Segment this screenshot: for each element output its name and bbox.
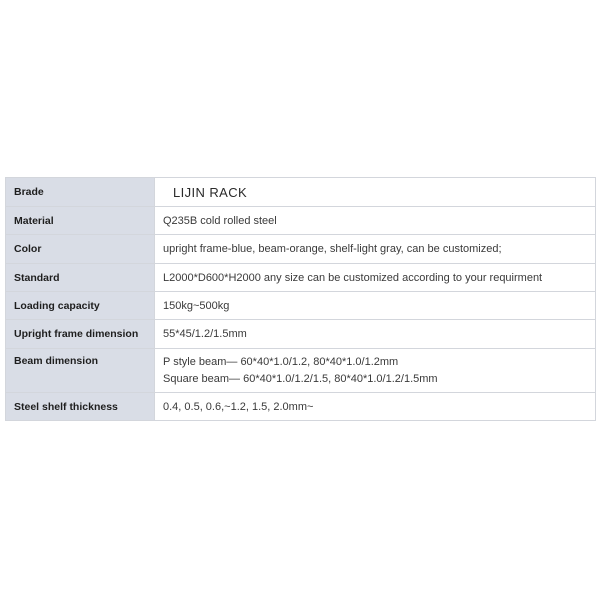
beam-dimension-line-p-style: P style beam— 60*40*1.0/1.2, 80*40*1.0/1.2mm bbox=[163, 355, 399, 368]
row-value-beam-dimension bbox=[155, 349, 596, 393]
row-label-standard: Standard bbox=[6, 264, 155, 292]
specification-table bbox=[5, 177, 596, 421]
row-label-brand: Brade bbox=[6, 178, 155, 207]
row-label-loading-capacity: Loading capacity bbox=[6, 292, 155, 320]
table-row-upright-frame-dimension bbox=[6, 320, 596, 349]
table-row-brand bbox=[6, 178, 596, 207]
row-value-steel-shelf-thickness: 0.4, 0.5, 0.6,~1.2, 1.5, 2.0mm~ bbox=[155, 393, 596, 421]
row-label-material: Material bbox=[6, 207, 155, 235]
table-row-color bbox=[6, 235, 596, 264]
table-row-loading-capacity bbox=[6, 292, 596, 320]
row-value-upright-frame-dimension: 55*45/1.2/1.5mm bbox=[155, 320, 596, 349]
beam-dimension-line-square: Square beam— 60*40*1.0/1.2/1.5, 80*40*1.0/1.2/1.5mm bbox=[163, 372, 438, 385]
row-label-upright-frame-dimension: Upright frame dimension bbox=[6, 320, 155, 349]
table-row-standard bbox=[6, 264, 596, 292]
row-label-color: Color bbox=[6, 235, 155, 264]
table-row-material bbox=[6, 207, 596, 235]
table-row-beam-dimension bbox=[6, 349, 596, 393]
row-label-steel-shelf-thickness: Steel shelf thickness bbox=[6, 393, 155, 421]
row-value-loading-capacity: 150kg~500kg bbox=[155, 292, 596, 320]
row-value-brand: LIJIN RACK bbox=[155, 178, 596, 207]
row-label-beam-dimension: Beam dimension bbox=[6, 349, 155, 393]
row-value-standard: L2000*D600*H2000 any size can be customized according to your requirment bbox=[155, 264, 596, 292]
row-value-color: upright frame-blue, beam-orange, shelf-light gray, can be customized; bbox=[155, 235, 596, 264]
row-value-material: Q235B cold rolled steel bbox=[155, 207, 596, 235]
table-row-steel-shelf-thickness bbox=[6, 393, 596, 421]
